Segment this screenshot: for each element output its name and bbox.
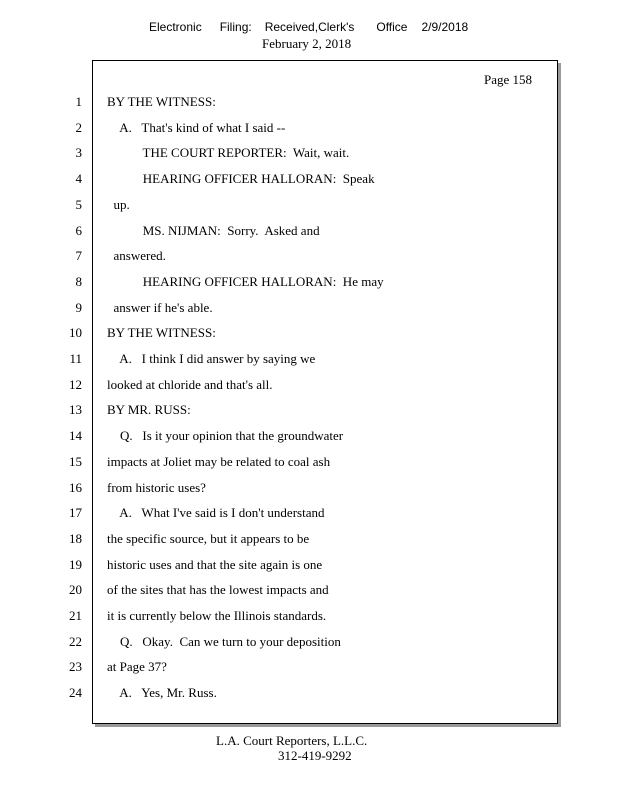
line-number: 7 bbox=[75, 248, 82, 264]
line-number: 8 bbox=[75, 273, 82, 289]
line-number: 17 bbox=[69, 505, 82, 521]
line-number: 12 bbox=[69, 376, 82, 392]
line-number: 5 bbox=[75, 196, 82, 212]
line-number: 24 bbox=[69, 685, 82, 701]
line-text: HEARING OFFICER HALLORAN: He may bbox=[107, 273, 384, 289]
filed-date: February 2, 2018 bbox=[262, 36, 352, 51]
stamp-word: Filing: bbox=[219, 20, 252, 34]
line-text: BY MR. RUSS: bbox=[107, 402, 191, 418]
line-number: 13 bbox=[69, 402, 82, 418]
line-text: A. Yes, Mr. Russ. bbox=[107, 685, 217, 701]
line-text: THE COURT REPORTER: Wait, wait. bbox=[107, 145, 350, 161]
footer-phone: 312-419-9292 bbox=[278, 748, 352, 763]
line-text: it is currently below the Illinois standards. bbox=[107, 608, 327, 623]
footer-company: L.A. Court Reporters, L.L.C. bbox=[216, 733, 368, 748]
line-number: 11 bbox=[69, 351, 82, 366]
stamp-word: Electronic bbox=[149, 20, 202, 34]
line-number: 2 bbox=[75, 119, 82, 135]
line-number: 15 bbox=[69, 453, 82, 469]
line-text: at Page 37? bbox=[107, 659, 167, 675]
line-number: 18 bbox=[69, 530, 82, 546]
line-text: BY THE WITNESS: bbox=[107, 94, 216, 109]
line-number: 16 bbox=[69, 479, 82, 495]
line-text: MS. NIJMAN: Sorry. Asked and bbox=[107, 222, 320, 238]
line-text: up. bbox=[107, 196, 130, 212]
line-text: looked at chloride and that's all. bbox=[107, 376, 273, 392]
line-text: HEARING OFFICER HALLORAN: Speak bbox=[107, 171, 375, 187]
line-text: from historic uses? bbox=[107, 479, 206, 495]
line-text: of the sites that has the lowest impacts and bbox=[107, 582, 329, 598]
line-number: 21 bbox=[69, 608, 82, 623]
line-text: A. What I've said is I don't understand bbox=[107, 505, 325, 521]
line-text: BY THE WITNESS: bbox=[107, 325, 216, 341]
stamp-word: 2/9/2018 bbox=[421, 20, 469, 34]
stamp-word: Received,Clerk's bbox=[264, 20, 355, 34]
line-text: A. That's kind of what I said -- bbox=[107, 119, 286, 135]
line-number: 4 bbox=[75, 171, 82, 187]
page-number: Page 158 bbox=[484, 72, 533, 87]
line-number: 10 bbox=[69, 325, 82, 341]
line-text: historic uses and that the site again is one bbox=[107, 556, 323, 572]
line-number: 14 bbox=[69, 428, 82, 444]
stamp-word: Office bbox=[376, 20, 408, 34]
filing-stamp bbox=[149, 20, 468, 34]
line-number: 1 bbox=[75, 94, 82, 109]
line-number: 6 bbox=[75, 222, 82, 238]
line-text: A. I think I did answer by saying we bbox=[107, 351, 316, 366]
line-text: answer if he's able. bbox=[107, 299, 213, 315]
line-number: 22 bbox=[69, 633, 82, 649]
line-number: 3 bbox=[75, 145, 82, 161]
line-number: 9 bbox=[75, 299, 82, 315]
line-text: answered. bbox=[107, 248, 166, 264]
line-number: 20 bbox=[69, 582, 82, 598]
line-number: 23 bbox=[69, 659, 82, 675]
line-text: Q. Okay. Can we turn to your deposition bbox=[107, 633, 341, 649]
line-number: 19 bbox=[69, 556, 82, 572]
line-text: Q. Is it your opinion that the groundwater bbox=[107, 428, 344, 444]
line-text: impacts at Joliet may be related to coal ash bbox=[107, 453, 331, 469]
line-text: the specific source, but it appears to be bbox=[107, 530, 310, 546]
